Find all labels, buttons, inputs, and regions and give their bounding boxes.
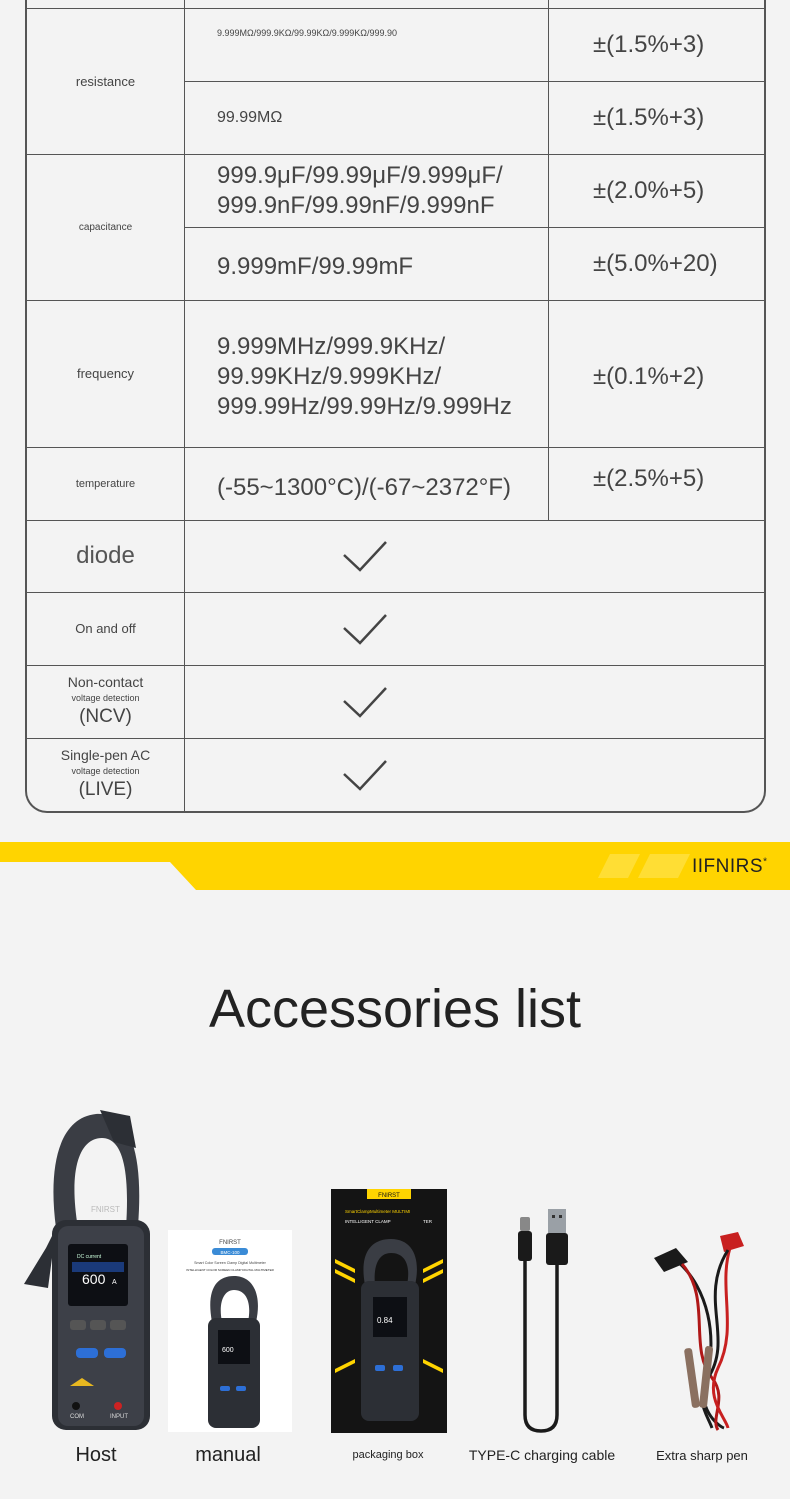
accessory-label-host: Host: [75, 1444, 117, 1466]
category-resistance: resistance: [75, 73, 136, 89]
manual-model: BMC-100: [220, 1250, 240, 1255]
range-line: 999.9nF/99.99nF/9.999nF: [217, 191, 495, 219]
check-icon: [185, 738, 545, 811]
range-line: 999.9μF/99.99μF/9.999μF/: [217, 161, 503, 189]
accuracy-cell: ±(2.0%+5): [593, 176, 705, 204]
category-line: voltage detection: [71, 766, 140, 777]
check-icon: [185, 665, 545, 738]
accuracy-cell: ±(1.5%+3): [593, 30, 705, 58]
category-on-off: On and off: [75, 621, 136, 636]
brand-name: IIFNIRS: [692, 856, 764, 877]
accuracy-cell: ±(0.1%+2): [593, 362, 705, 390]
category-line: voltage detection: [71, 693, 140, 704]
range-cell: (-55~1300°C)/(-67~2372°F): [217, 473, 512, 501]
category-temperature: temperature: [75, 477, 136, 490]
box-screen-value: 0.84: [377, 1316, 393, 1325]
manual-line: INTELLIGENT COLOR SCREEN CLAMP DIGITAL MULTIMETER: [186, 1268, 274, 1272]
range-line: 9.999MHz/999.9KHz/: [217, 332, 446, 360]
category-line: (NCV): [79, 706, 132, 728]
accessory-label-box: packaging box: [352, 1449, 424, 1461]
box-brand: FNIRST: [378, 1193, 400, 1199]
packaging-box-image: [331, 1189, 447, 1433]
test-leads-image: [648, 1228, 754, 1434]
range-cell: [185, 300, 548, 447]
screen-mode: DC current: [77, 1254, 102, 1260]
brand-logo: [692, 856, 767, 878]
usb-cable-image: [510, 1205, 576, 1437]
range-cell: 9.999MΩ/999.9KΩ/99.99KΩ/9.999KΩ/999.90: [217, 28, 398, 38]
box-line: INTELLIGENT CLAMP: [345, 1219, 391, 1224]
port-input: INPUT: [110, 1414, 128, 1420]
category-capacitance: capacitance: [78, 221, 133, 233]
category-live: [27, 738, 184, 811]
check-icon: [185, 520, 545, 592]
category-line: Single-pen AC: [60, 747, 151, 764]
range-cell: [185, 154, 548, 227]
category-frequency: frequency: [76, 366, 135, 381]
manual-screen-value: 600: [222, 1347, 234, 1354]
manual-brand: FNIRST: [219, 1240, 241, 1246]
range-line: 99.99KHz/9.999KHz/: [217, 362, 442, 390]
accuracy-cell: ±(5.0%+20): [593, 249, 718, 277]
category-ncv: [27, 665, 184, 738]
accessory-label-manual: manual: [195, 1444, 261, 1466]
category-diode: diode: [76, 542, 135, 569]
box-line: TER: [423, 1219, 432, 1224]
category-line: Non-contact: [67, 674, 144, 691]
box-line: SmartClampMultimeter MULTIMI: [345, 1209, 411, 1214]
accessory-label-pen: Extra sharp pen: [656, 1448, 748, 1463]
brand-mark: *: [763, 856, 768, 868]
range-cell: 9.999mF/99.99mF: [217, 252, 414, 280]
accuracy-cell: ±(1.5%+3): [593, 103, 705, 131]
section-banner: [0, 842, 790, 890]
clamp-meter-image: [18, 1108, 164, 1436]
accessories-heading: Accessories list: [208, 979, 582, 1039]
port-com: COM: [70, 1414, 84, 1420]
screen-value: 600: [82, 1271, 106, 1287]
accessory-label-cable: TYPE-C charging cable: [468, 1447, 616, 1463]
category-line: (LIVE): [78, 779, 133, 801]
manual-image: [168, 1230, 292, 1432]
device-brand: FNIRST: [91, 1205, 120, 1214]
range-cell: 99.99MΩ: [217, 108, 283, 126]
accuracy-cell: ±(2.5%+5): [593, 465, 705, 492]
range-line: 999.99Hz/99.99Hz/9.999Hz: [217, 392, 512, 420]
manual-line: Smart Color Screen Clamp Digital Multimeter: [194, 1261, 266, 1265]
check-icon: [185, 592, 545, 665]
screen-unit: A: [112, 1279, 117, 1286]
spec-table: [25, 0, 766, 813]
